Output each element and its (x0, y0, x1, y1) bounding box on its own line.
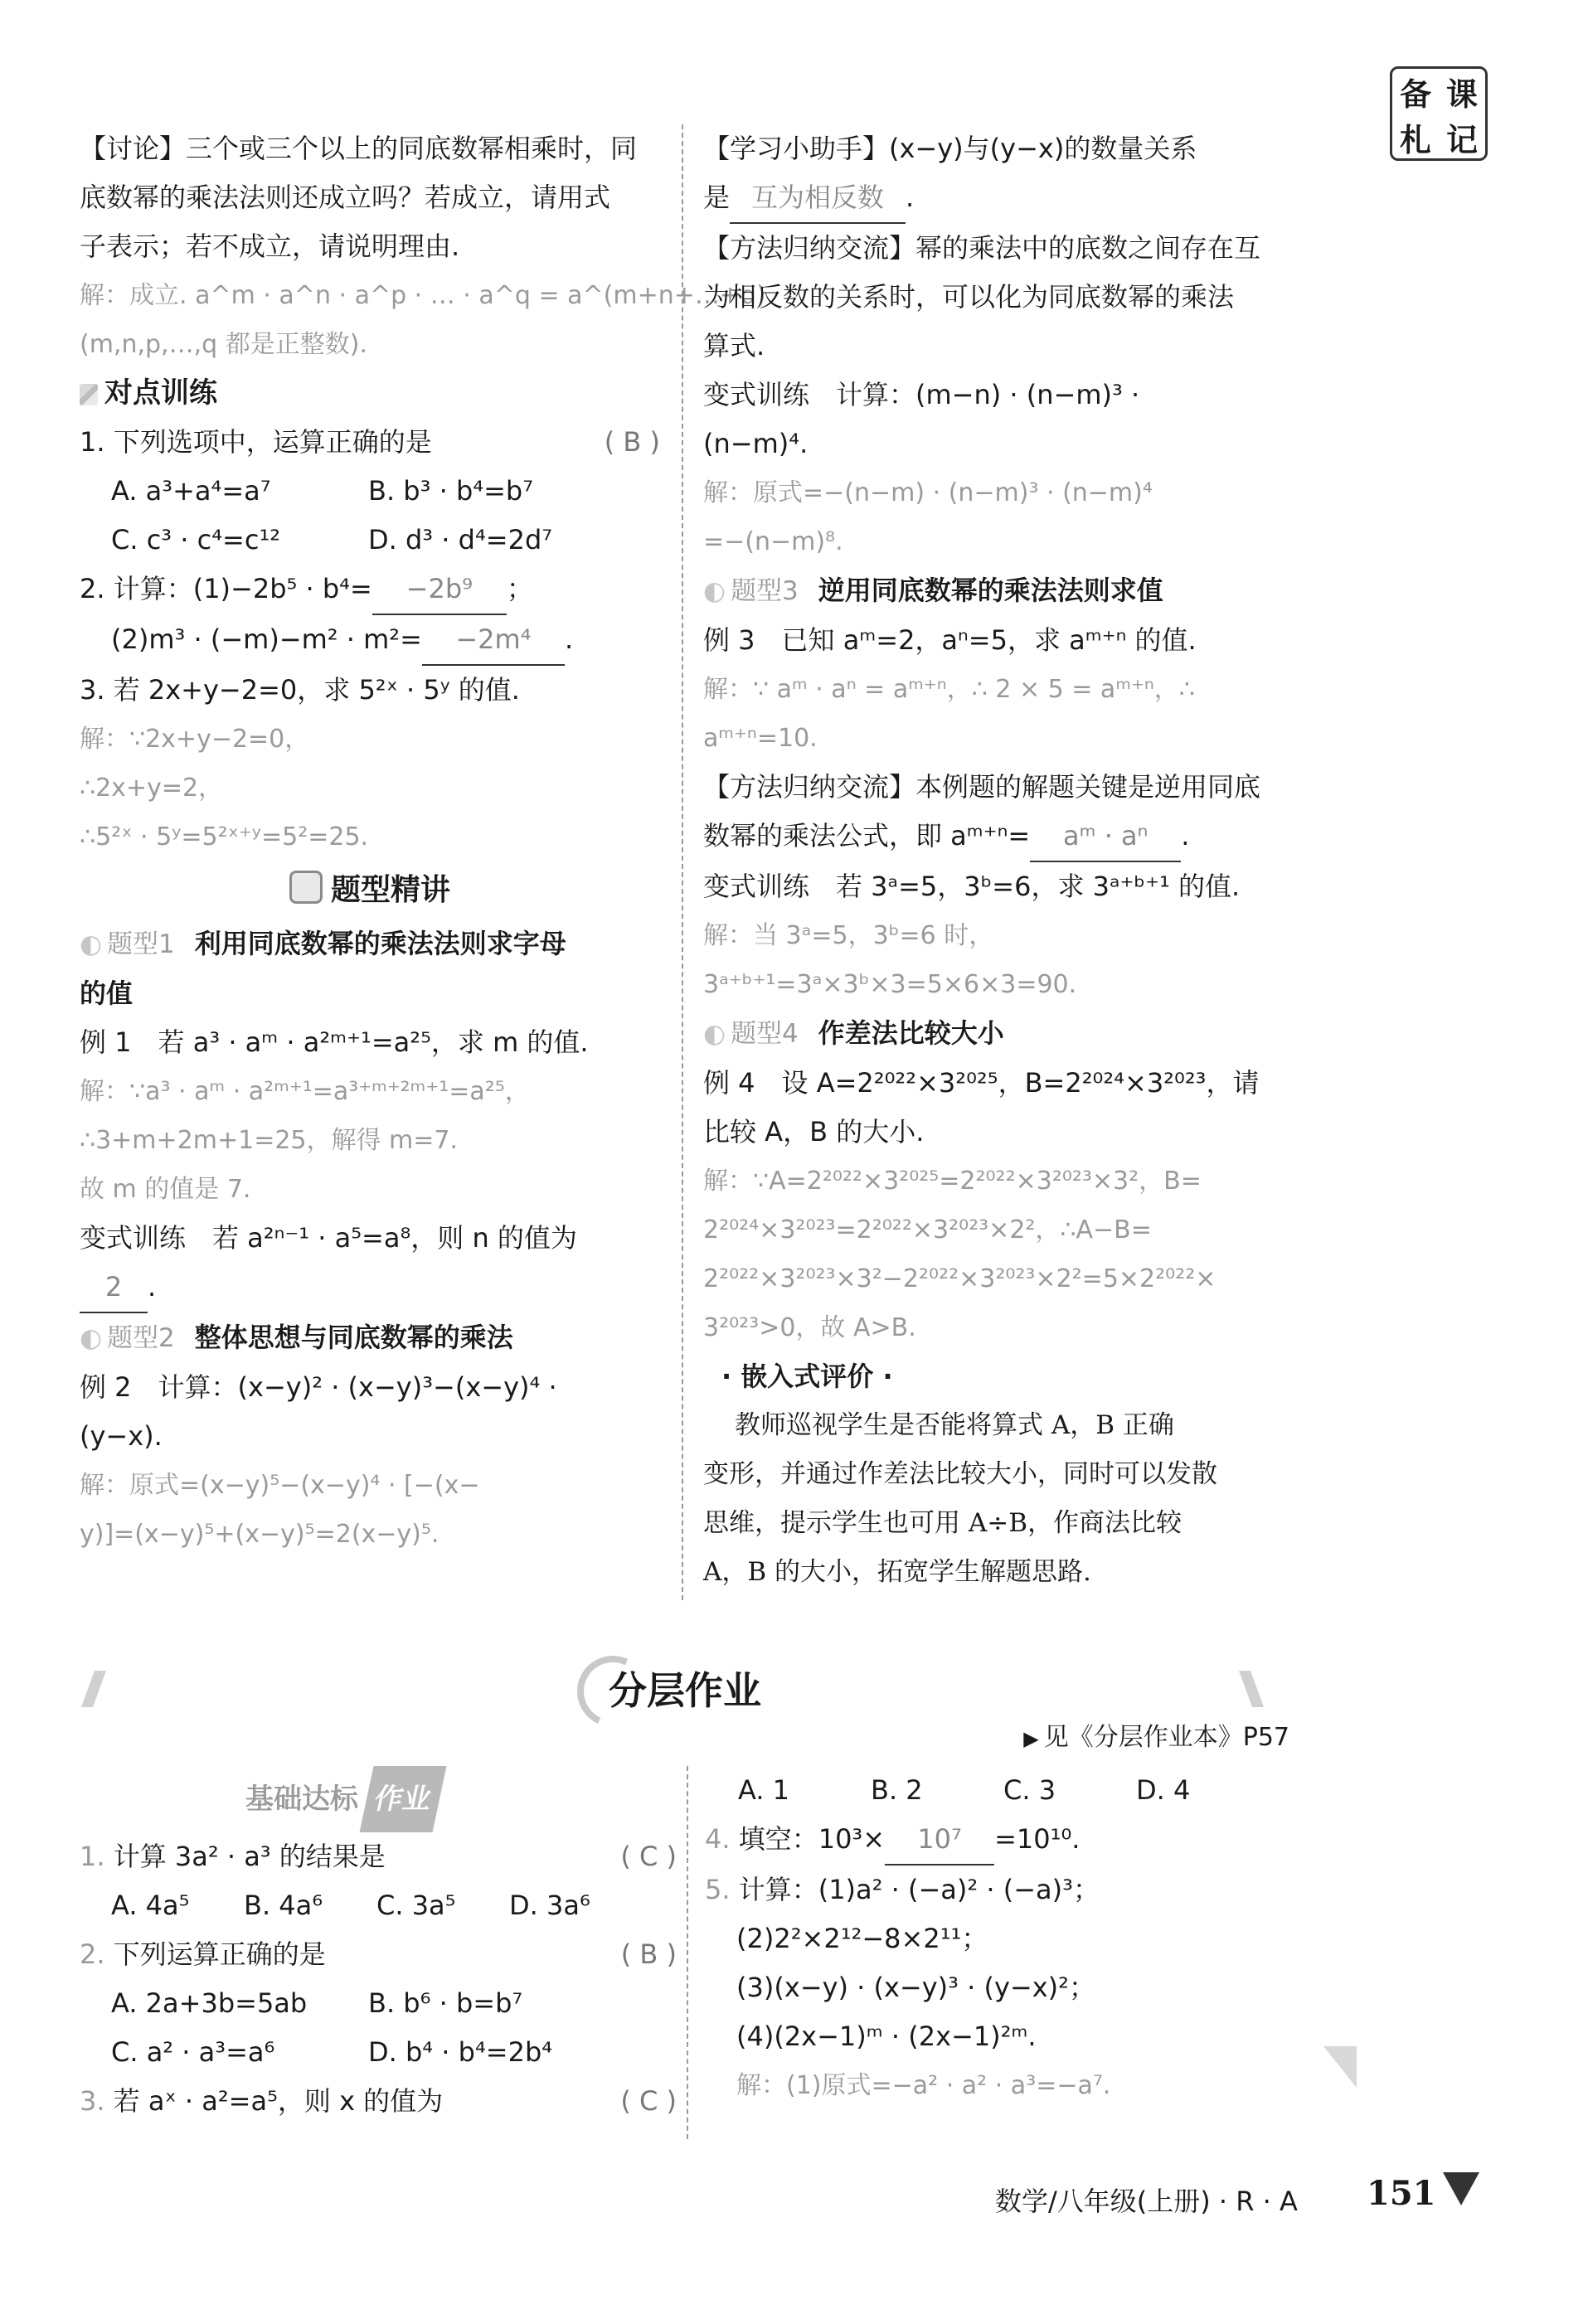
option-b: B. b⁶ · b=b⁷ (368, 1987, 523, 2019)
hw-q2-options-ab (80, 1979, 677, 2028)
discuss-line-1: 【讨论】三个或三个以上的同底数幂相乘时，同 (80, 133, 638, 164)
variant-2: 变式训练 计算：(m−n) · (n−m)³ · (703, 379, 1140, 410)
variant-1: 变式训练 若 a²ⁿ⁻¹ · a⁵=a⁸，则 n 的值为 (80, 1222, 577, 1254)
example-4-solution-1: 解：∵A=2²⁰²²×3²⁰²⁵=2²⁰²²×3²⁰²³×3²，B= (703, 1167, 1202, 1196)
type4-header: ◐ 题型4 作差法比较大小 (703, 1009, 1284, 1059)
example-4-solution-3: 2²⁰²²×3²⁰²³×3²−2²⁰²²×3²⁰²³×2²=5×2²⁰²²× (703, 1264, 1216, 1293)
hw-q5: 5. 计算：(1)a² · (−a)² · (−a)³； (705, 1874, 1100, 1905)
evaluation-text-3: 思维，提示学生也可用 A÷B，作商法比较 (703, 1508, 1182, 1538)
column-divider (687, 1766, 688, 2139)
answer-blank: aᵐ · aⁿ (1030, 812, 1181, 862)
option-c: C. a² · a³=a⁶ (111, 2036, 275, 2068)
hw-q4: 4. 填空：10³× 10⁷ =10¹⁰. (705, 1815, 1302, 1866)
hw-q5-2: (2)2²×2¹²−8×2¹¹； (736, 1923, 988, 1954)
option-a: A. 2a+3b=5ab (111, 1987, 308, 2019)
type3-header: ◐ 题型3 逆用同底数幂的乘法法则求值 (703, 566, 1284, 616)
variant-2-solution-1: 解：原式=−(n−m) · (n−m)³ · (n−m)⁴ (703, 478, 1153, 507)
example-2: 例 2 计算：(x−y)² · (x−y)³−(x−y)⁴ · (80, 1371, 557, 1403)
type2-header: ◐ 题型2 整体思想与同底数幂的乘法 (80, 1313, 660, 1363)
drill-q3: 3. 若 2x+y−2=0，求 5²ˣ · 5ʸ 的值. (80, 674, 520, 706)
type-badge: ◐ 题型3 (703, 576, 799, 606)
variant-2-b: (n−m)⁴. (703, 428, 809, 459)
column-divider (682, 124, 683, 1600)
homework-badge: 作业 (359, 1766, 446, 1832)
drill-q2b: (2)m³ · (−m)−m² · m²= −2m⁴ . (80, 615, 660, 666)
option-b: B. 2 (871, 1774, 923, 1806)
discuss-solution-1: 解：成立. a^m · a^n · a^p · … · a^q = a^(m+n+…+q) (80, 281, 766, 310)
hw-q2-answer: ( B ) (620, 1938, 677, 1970)
helper-line-2: 是 互为相反数 . (703, 173, 1284, 224)
example-1-solution-2: ∴3+m+2m+1=25，解得 m=7. (80, 1126, 459, 1155)
option-a: A. a³+a⁴=a⁷ (111, 475, 271, 507)
option-b: B. 4a⁶ (244, 1890, 323, 1921)
drill-q1-options-ab (80, 467, 660, 516)
option-c: C. c³ · c⁴=c¹² (111, 524, 281, 556)
variant-3: 变式训练 若 3ᵃ=5，3ᵇ=6，求 3ᵃ⁺ᵇ⁺¹ 的值. (703, 871, 1241, 902)
hw-q5-solution-1: 解：(1)原式=−a² · a² · a³=−a⁷. (736, 2071, 1111, 2100)
decor-corner-icon (1323, 2046, 1357, 2088)
answer-blank: 互为相反数 (730, 173, 906, 224)
basic-level-tag: 基础达标 作业 (80, 1766, 439, 1832)
example-4-solution-2: 2²⁰²⁴×3²⁰²³=2²⁰²²×3²⁰²³×2²，∴A−B= (703, 1215, 1152, 1244)
hw-q2-options-cd (80, 2028, 677, 2077)
answer-blank: 2 (80, 1263, 148, 1313)
example-1: 例 1 若 a³ · aᵐ · a²ᵐ⁺¹=a²⁵，求 m 的值. (80, 1026, 589, 1058)
discuss-solution-2: (m,n,p,…,q 都是正整数). (80, 330, 367, 359)
option-d: D. d³ · d⁴=2d⁷ (368, 524, 553, 556)
example-4-solution-4: 3²⁰²³>0，故 A>B. (703, 1313, 916, 1342)
type1-header: ◐ 题型1 利用同底数幂的乘法法则求字母 (80, 919, 660, 969)
evaluation-text-1: 教师巡视学生是否能将算式 A，B 正确 (735, 1410, 1174, 1440)
footer-text: 数学/八年级(上册) · R · A (995, 2186, 1298, 2217)
see-reference: ▶ 见《分层作业本》P57 (1023, 1716, 1289, 1753)
method-1-line-3: 算式. (703, 330, 765, 361)
option-a: A. 4a⁵ (111, 1890, 190, 1921)
hw-q1: 1. 计算 3a² · a³ 的结果是 ( C ) (80, 1832, 677, 1881)
method-2-line-1: 【方法归纳交流】本例题的解题关键是逆用同底 (703, 771, 1261, 803)
left-column-bottom (80, 1766, 677, 2126)
evaluation-text-2: 变形，并通过作差法比较大小，同时可以发散 (703, 1459, 1217, 1489)
discuss-line-2: 底数幂的乘法法则还成立吗？若成立，请用式 (80, 182, 611, 213)
example-1-solution-1: 解：∵a³ · aᵐ · a²ᵐ⁺¹=a³⁺ᵐ⁺²ᵐ⁺¹=a²⁵， (80, 1077, 530, 1106)
type-badge: ◐ 题型1 (80, 929, 175, 959)
hw-q2: 2. 下列运算正确的是 ( B ) (80, 1930, 677, 1979)
hw-q1-answer: ( C ) (620, 1841, 677, 1872)
types-heading: 题型精讲 (80, 861, 660, 919)
example-1-solution-3: 故 m 的值是 7. (80, 1175, 251, 1204)
example-3: 例 3 已知 aᵐ=2，aⁿ=5，求 aᵐ⁺ⁿ 的值. (703, 624, 1197, 656)
option-c: C. 3 (1003, 1774, 1056, 1806)
layered-homework-banner (80, 1654, 1290, 1720)
variant-3-solution-2: 3ᵃ⁺ᵇ⁺¹=3ᵃ×3ᵇ×3=5×6×3=90. (703, 970, 1077, 999)
drill-q3-solution-1: 解：∵2x+y−2=0， (80, 725, 310, 754)
example-2-solution-2: y)]=(x−y)⁵+(x−y)⁵=2(x−y)⁵. (80, 1520, 439, 1549)
hw-q1-options (80, 1881, 677, 1930)
option-d: D. 3a⁶ (509, 1890, 590, 1921)
book-icon (289, 871, 323, 904)
variant-3-solution-1: 解：当 3ᵃ=5，3ᵇ=6 时， (703, 921, 994, 950)
drill-q2a: 2. 计算：(1)−2b⁵ · b⁴= −2b⁹ ； (80, 565, 660, 615)
helper-line-1: 【学习小助手】(x−y)与(y−x)的数量关系 (703, 133, 1197, 164)
option-d: D. 4 (1136, 1774, 1191, 1806)
method-1-line-1: 【方法归纳交流】幂的乘法中的底数之间存在互 (703, 232, 1261, 264)
example-4: 例 4 设 A=2²⁰²²×3²⁰²⁵，B=2²⁰²⁴×3²⁰²³，请 (703, 1067, 1260, 1099)
example-2-solution-1: 解：原式=(x−y)⁵−(x−y)⁴ · [−(x− (80, 1471, 480, 1500)
option-c: C. 3a⁵ (376, 1890, 456, 1921)
pencil-icon (80, 384, 98, 405)
option-b: B. b³ · b⁴=b⁷ (368, 475, 534, 507)
page-number: 151 (1367, 2174, 1436, 2213)
drill-q1-answer: ( B ) (604, 426, 660, 458)
option-a: A. 1 (738, 1774, 790, 1806)
discuss-line-3: 子表示；若不成立，请说明理由. (80, 230, 460, 262)
evaluation-title: · 嵌入式评价 · (721, 1361, 893, 1392)
type-badge: ◐ 题型4 (703, 1019, 799, 1049)
hw-q5-3: (3)(x−y) · (x−y)³ · (y−x)²； (736, 1972, 1095, 2003)
variant-2-solution-2: =−(n−m)⁸. (703, 527, 843, 556)
drill-q1-options-cd (80, 516, 660, 565)
method-1-line-2: 为相反数的关系时，可以化为同底数幂的乘法 (703, 281, 1235, 313)
hw-q5-4: (4)(2x−1)ᵐ · (2x−1)²ᵐ. (736, 2021, 1037, 2052)
type1-header-2: 的值 (80, 978, 134, 1009)
answer-blank: −2b⁹ (372, 565, 507, 615)
right-column-bottom (705, 1766, 1302, 2110)
drill-q1: 1. 下列选项中，运算正确的是 ( B ) (80, 418, 660, 467)
hw-q3: 3. 若 aˣ · a²=a⁵，则 x 的值为 ( C ) (80, 2077, 677, 2126)
option-d: D. b⁴ · b⁴=2b⁴ (368, 2036, 553, 2068)
drill-q3-solution-3: ∴5²ˣ · 5ʸ=5²ˣ⁺ʸ=5²=25. (80, 822, 369, 851)
example-3-solution-1: 解：∵ aᵐ · aⁿ = aᵐ⁺ⁿ，∴ 2 × 5 = aᵐ⁺ⁿ，∴ (703, 675, 1195, 704)
hw-q3-answer: ( C ) (620, 2085, 677, 2117)
drill-q3-solution-2: ∴2x+y=2， (80, 774, 224, 803)
drill-title: 对点训练 (80, 369, 660, 418)
example-3-solution-2: aᵐ⁺ⁿ=10. (703, 724, 818, 753)
variant-1-answer: 2 . (80, 1263, 660, 1313)
right-column-top (703, 124, 1284, 1597)
example-2-b: (y−x). (80, 1420, 163, 1452)
layered-homework-title: 分层作业 (609, 1668, 761, 1713)
example-4-b: 比较 A，B 的大小. (703, 1116, 925, 1147)
type-badge: ◐ 题型2 (80, 1323, 175, 1353)
evaluation-text-4: A，B 的大小，拓宽学生解题思路. (703, 1557, 1091, 1587)
page-corner-icon (1443, 2172, 1479, 2205)
method-2-line-2: 数幂的乘法公式，即 aᵐ⁺ⁿ= aᵐ · aⁿ . (703, 812, 1284, 862)
brand-logo: 备 课 札 记 (1390, 66, 1488, 161)
hw-q3-options (705, 1766, 1302, 1815)
answer-blank: 10⁷ (885, 1815, 994, 1866)
answer-blank: −2m⁴ (422, 615, 565, 666)
